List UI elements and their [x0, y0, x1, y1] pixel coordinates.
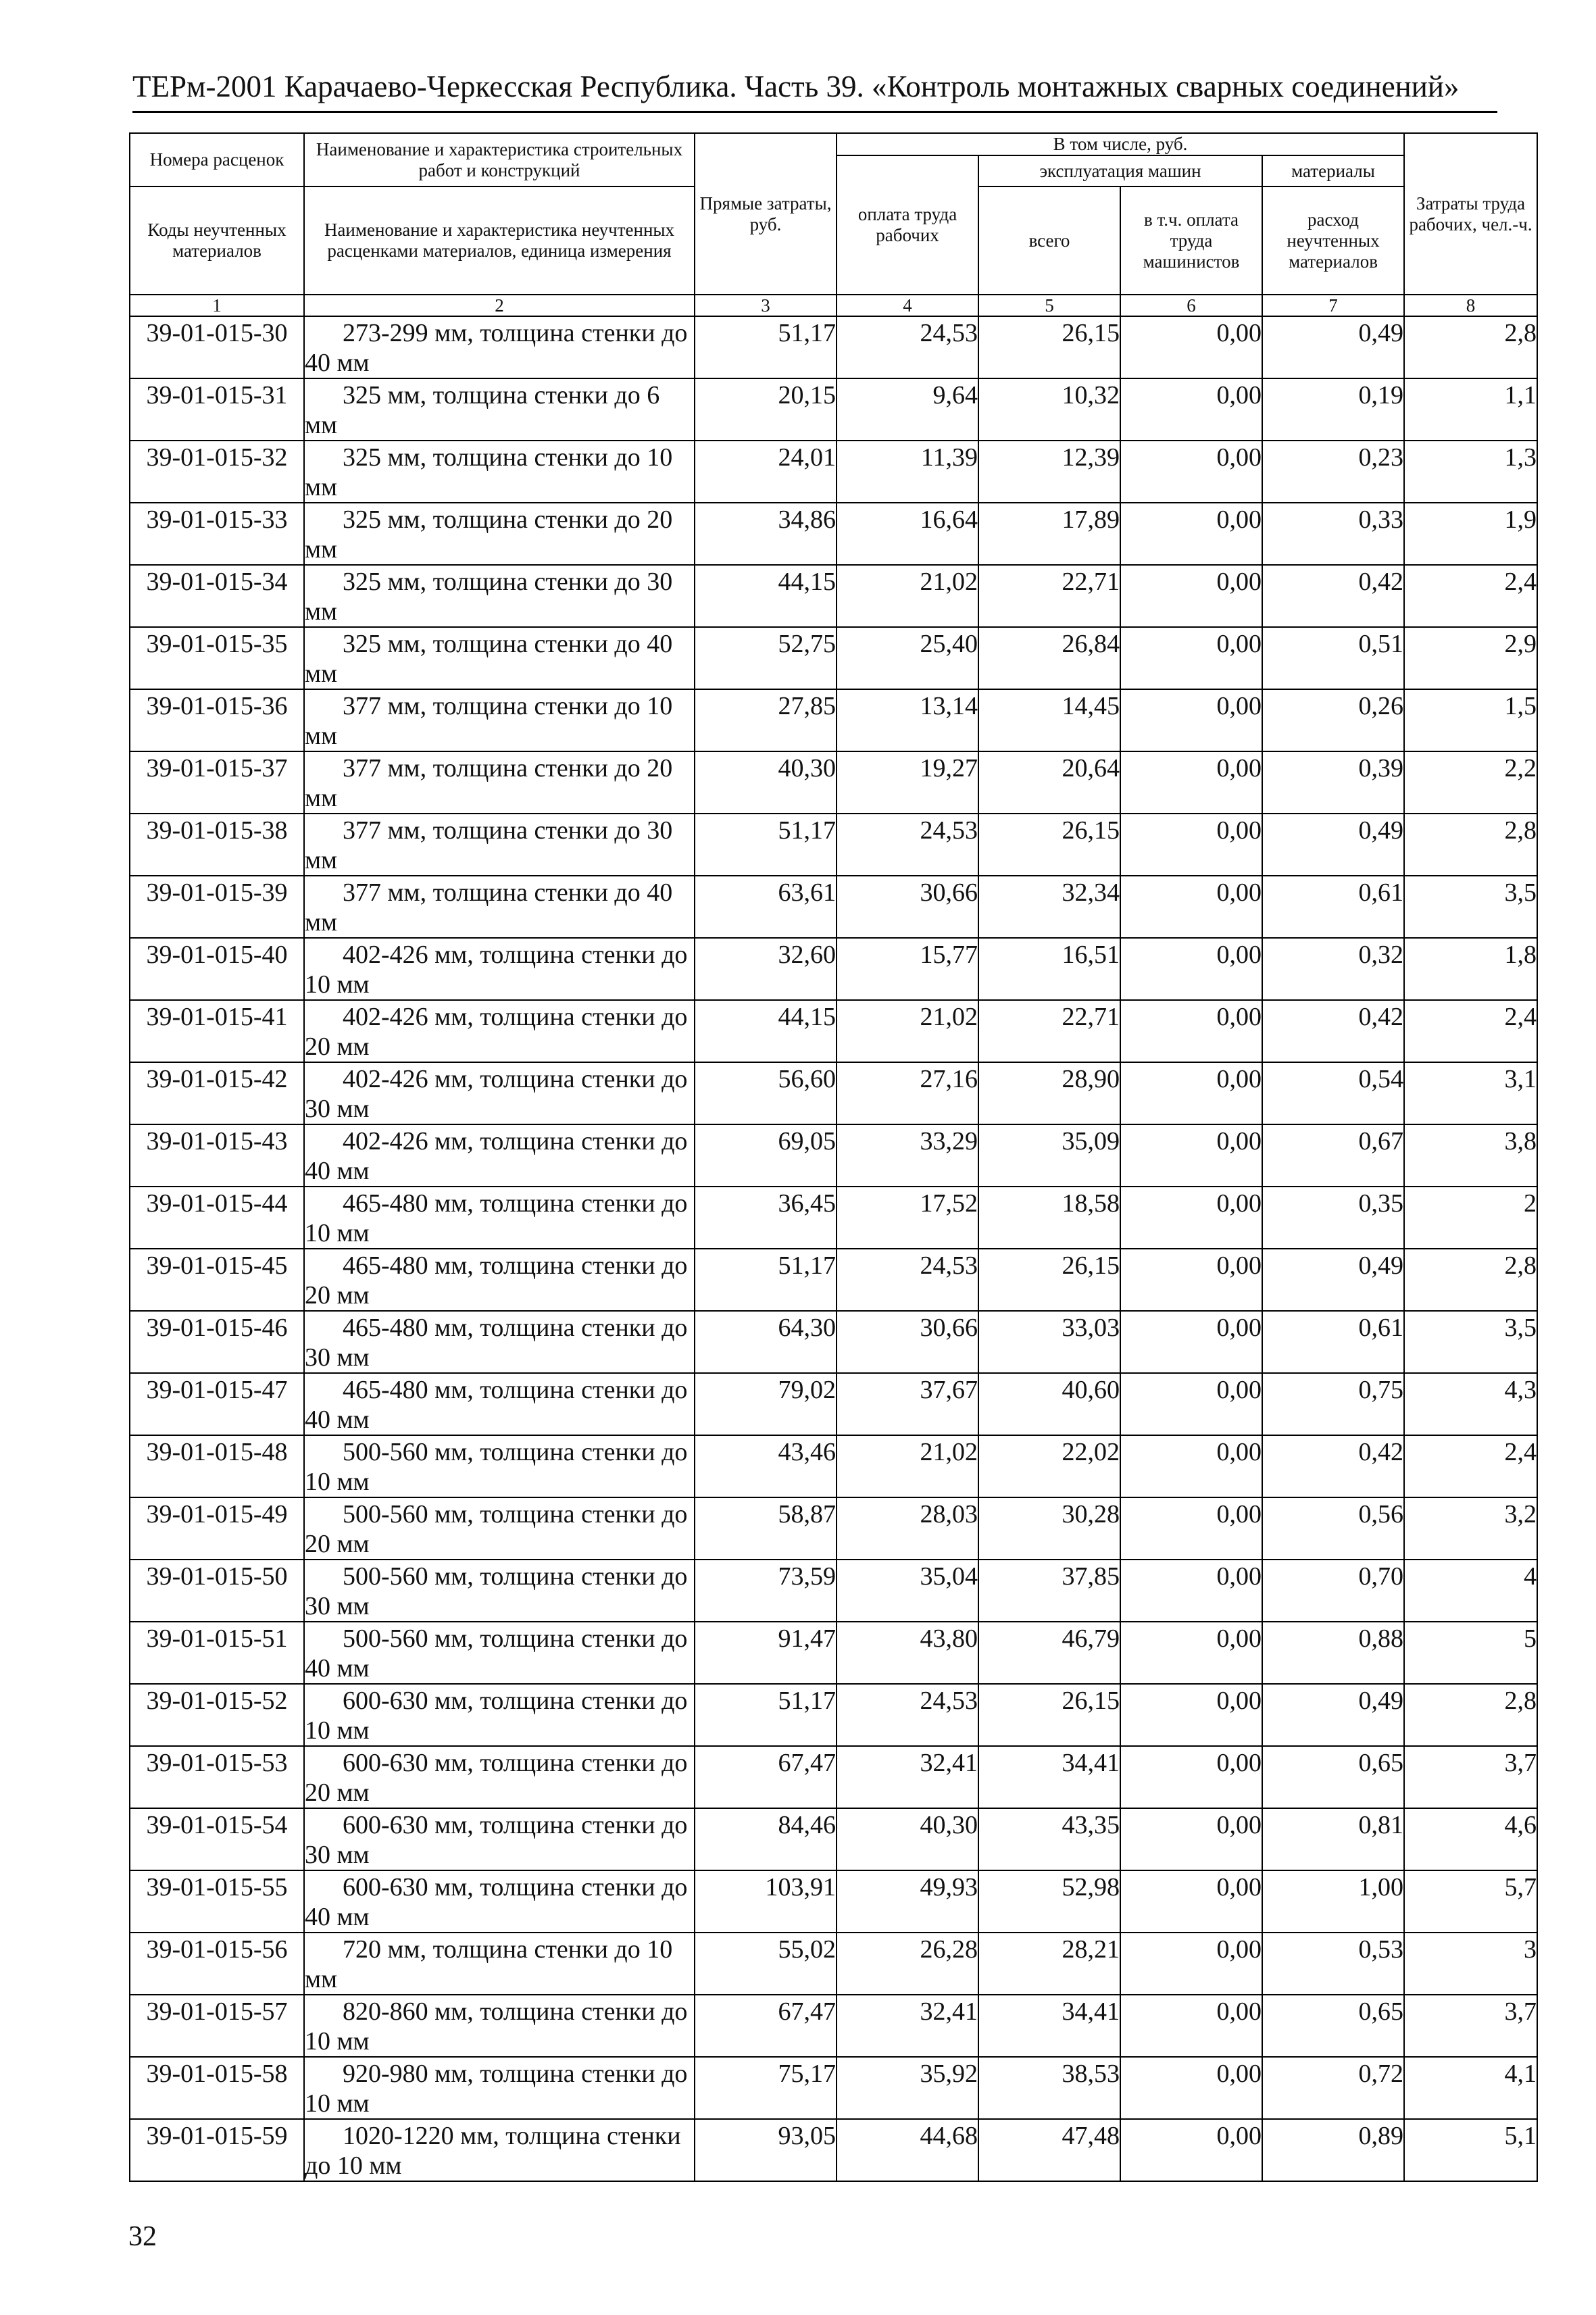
- table-row: [130, 378, 1537, 441]
- materials-cell: 0,67: [1262, 1124, 1404, 1187]
- table-row: [130, 1249, 1537, 1311]
- machinist-pay-cell: 0,00: [1120, 1933, 1262, 1995]
- materials-cell: 0,42: [1262, 1435, 1404, 1497]
- table-row: [130, 1124, 1537, 1187]
- table-row: [130, 1995, 1537, 2057]
- machinist-pay-cell: 0,00: [1120, 1249, 1262, 1311]
- work-description-cell: 500-560 мм, толщина стенки до 30 мм: [304, 1560, 695, 1622]
- work-description-cell: 377 мм, толщина стенки до 10 мм: [304, 689, 695, 751]
- labor-hours-cell: 3,7: [1404, 1995, 1537, 2057]
- header-rate-numbers: Номера расценок: [130, 133, 304, 186]
- work-description-cell: 325 мм, толщина стенки до 30 мм: [304, 565, 695, 627]
- labor-hours-cell: 2,2: [1404, 751, 1537, 814]
- labor-hours-cell: 5,7: [1404, 1870, 1537, 1933]
- work-description-cell: 325 мм, толщина стенки до 6 мм: [304, 378, 695, 441]
- labor-pay-cell: 24,53: [837, 1249, 978, 1311]
- header-labor-costs: Затраты труда рабочих, чел.-ч.: [1404, 133, 1537, 295]
- table-row: [130, 814, 1537, 876]
- machinist-pay-cell: 0,00: [1120, 876, 1262, 938]
- rate-code-cell: 39-01-015-30: [130, 316, 304, 378]
- machines-total-cell: 47,48: [978, 2119, 1120, 2181]
- work-description-cell: 377 мм, толщина стенки до 20 мм: [304, 751, 695, 814]
- direct-costs-cell: 36,45: [695, 1187, 837, 1249]
- machines-total-cell: 12,39: [978, 441, 1120, 503]
- machines-total-cell: 32,34: [978, 876, 1120, 938]
- work-description-cell: 600-630 мм, толщина стенки до 40 мм: [304, 1870, 695, 1933]
- column-number: 1: [130, 295, 304, 316]
- materials-cell: 0,35: [1262, 1187, 1404, 1249]
- labor-pay-cell: 33,29: [837, 1124, 978, 1187]
- direct-costs-cell: 55,02: [695, 1933, 837, 1995]
- work-description-cell: 500-560 мм, толщина стенки до 40 мм: [304, 1622, 695, 1684]
- table-row: [130, 1684, 1537, 1746]
- labor-hours-cell: 1,3: [1404, 441, 1537, 503]
- rate-code-cell: 39-01-015-51: [130, 1622, 304, 1684]
- column-number: 6: [1120, 295, 1262, 316]
- rate-code-cell: 39-01-015-52: [130, 1684, 304, 1746]
- table-row: [130, 1870, 1537, 1933]
- materials-cell: 0,49: [1262, 316, 1404, 378]
- direct-costs-cell: 69,05: [695, 1124, 837, 1187]
- machinist-pay-cell: 0,00: [1120, 1497, 1262, 1560]
- machinist-pay-cell: 0,00: [1120, 441, 1262, 503]
- materials-cell: 0,51: [1262, 627, 1404, 689]
- work-description-cell: 377 мм, толщина стенки до 40 мм: [304, 876, 695, 938]
- rate-code-cell: 39-01-015-32: [130, 441, 304, 503]
- header-materials: материалы: [1262, 155, 1404, 186]
- direct-costs-cell: 63,61: [695, 876, 837, 938]
- machinist-pay-cell: 0,00: [1120, 503, 1262, 565]
- work-description-cell: 600-630 мм, толщина стенки до 30 мм: [304, 1808, 695, 1870]
- machinist-pay-cell: 0,00: [1120, 1870, 1262, 1933]
- machinist-pay-cell: 0,00: [1120, 2119, 1262, 2181]
- machinist-pay-cell: 0,00: [1120, 1062, 1262, 1124]
- table-row: [130, 1373, 1537, 1435]
- direct-costs-cell: 93,05: [695, 2119, 837, 2181]
- work-description-cell: 325 мм, толщина стенки до 40 мм: [304, 627, 695, 689]
- machinist-pay-cell: 0,00: [1120, 627, 1262, 689]
- machines-total-cell: 37,85: [978, 1560, 1120, 1622]
- machinist-pay-cell: 0,00: [1120, 565, 1262, 627]
- machines-total-cell: 35,09: [978, 1124, 1120, 1187]
- labor-hours-cell: 3,5: [1404, 876, 1537, 938]
- labor-hours-cell: 1,5: [1404, 689, 1537, 751]
- labor-hours-cell: 4,3: [1404, 1373, 1537, 1435]
- direct-costs-cell: 51,17: [695, 814, 837, 876]
- labor-pay-cell: 27,16: [837, 1062, 978, 1124]
- rate-code-cell: 39-01-015-50: [130, 1560, 304, 1622]
- materials-cell: 0,33: [1262, 503, 1404, 565]
- machines-total-cell: 26,15: [978, 316, 1120, 378]
- labor-hours-cell: 1,1: [1404, 378, 1537, 441]
- work-description-cell: 402-426 мм, толщина стенки до 10 мм: [304, 938, 695, 1000]
- work-description-cell: 820-860 мм, толщина стенки до 10 мм: [304, 1995, 695, 2057]
- labor-pay-cell: 21,02: [837, 565, 978, 627]
- table-row: [130, 1311, 1537, 1373]
- direct-costs-cell: 24,01: [695, 441, 837, 503]
- machines-total-cell: 26,15: [978, 1684, 1120, 1746]
- machinist-pay-cell: 0,00: [1120, 1684, 1262, 1746]
- labor-pay-cell: 21,02: [837, 1000, 978, 1062]
- machinist-pay-cell: 0,00: [1120, 689, 1262, 751]
- machinist-pay-cell: 0,00: [1120, 1746, 1262, 1808]
- materials-cell: 0,56: [1262, 1497, 1404, 1560]
- materials-cell: 0,26: [1262, 689, 1404, 751]
- labor-pay-cell: 11,39: [837, 441, 978, 503]
- rate-code-cell: 39-01-015-53: [130, 1746, 304, 1808]
- machinist-pay-cell: 0,00: [1120, 1435, 1262, 1497]
- machines-total-cell: 22,02: [978, 1435, 1120, 1497]
- machines-total-cell: 18,58: [978, 1187, 1120, 1249]
- machinist-pay-cell: 0,00: [1120, 1124, 1262, 1187]
- column-number: 4: [837, 295, 978, 316]
- direct-costs-cell: 43,46: [695, 1435, 837, 1497]
- labor-pay-cell: 49,93: [837, 1870, 978, 1933]
- rate-code-cell: 39-01-015-58: [130, 2057, 304, 2119]
- rate-code-cell: 39-01-015-36: [130, 689, 304, 751]
- materials-cell: 0,65: [1262, 1746, 1404, 1808]
- labor-pay-cell: 26,28: [837, 1933, 978, 1995]
- materials-cell: 1,00: [1262, 1870, 1404, 1933]
- machines-total-cell: 40,60: [978, 1373, 1120, 1435]
- machines-total-cell: 28,90: [978, 1062, 1120, 1124]
- machinist-pay-cell: 0,00: [1120, 938, 1262, 1000]
- materials-cell: 0,54: [1262, 1062, 1404, 1124]
- labor-hours-cell: 3,8: [1404, 1124, 1537, 1187]
- column-number: 5: [978, 295, 1120, 316]
- materials-cell: 0,42: [1262, 565, 1404, 627]
- work-description-cell: 920-980 мм, толщина стенки до 10 мм: [304, 2057, 695, 2119]
- column-number: 7: [1262, 295, 1404, 316]
- machines-total-cell: 28,21: [978, 1933, 1120, 1995]
- materials-cell: 0,65: [1262, 1995, 1404, 2057]
- direct-costs-cell: 64,30: [695, 1311, 837, 1373]
- rate-code-cell: 39-01-015-37: [130, 751, 304, 814]
- machines-total-cell: 26,15: [978, 814, 1120, 876]
- rate-code-cell: 39-01-015-55: [130, 1870, 304, 1933]
- machines-total-cell: 52,98: [978, 1870, 1120, 1933]
- header-including: В том числе, руб.: [837, 133, 1404, 155]
- labor-hours-cell: 2,4: [1404, 565, 1537, 627]
- table-row: [130, 1187, 1537, 1249]
- machinist-pay-cell: 0,00: [1120, 1000, 1262, 1062]
- labor-hours-cell: 3: [1404, 1933, 1537, 1995]
- rate-code-cell: 39-01-015-59: [130, 2119, 304, 2181]
- table-row: [130, 876, 1537, 938]
- labor-pay-cell: 32,41: [837, 1746, 978, 1808]
- table-row: [130, 1746, 1537, 1808]
- rate-code-cell: 39-01-015-34: [130, 565, 304, 627]
- labor-hours-cell: 3,1: [1404, 1062, 1537, 1124]
- machines-total-cell: 22,71: [978, 565, 1120, 627]
- labor-hours-cell: 2,9: [1404, 627, 1537, 689]
- materials-cell: 0,89: [1262, 2119, 1404, 2181]
- labor-pay-cell: 30,66: [837, 1311, 978, 1373]
- direct-costs-cell: 79,02: [695, 1373, 837, 1435]
- direct-costs-cell: 44,15: [695, 1000, 837, 1062]
- labor-pay-cell: 24,53: [837, 1684, 978, 1746]
- direct-costs-cell: 51,17: [695, 1249, 837, 1311]
- materials-cell: 0,81: [1262, 1808, 1404, 1870]
- work-description-cell: 465-480 мм, толщина стенки до 30 мм: [304, 1311, 695, 1373]
- machinist-pay-cell: 0,00: [1120, 1311, 1262, 1373]
- materials-cell: 0,39: [1262, 751, 1404, 814]
- direct-costs-cell: 91,47: [695, 1622, 837, 1684]
- labor-pay-cell: 28,03: [837, 1497, 978, 1560]
- materials-cell: 0,75: [1262, 1373, 1404, 1435]
- materials-cell: 0,49: [1262, 1684, 1404, 1746]
- labor-hours-cell: 3,7: [1404, 1746, 1537, 1808]
- machines-total-cell: 34,41: [978, 1746, 1120, 1808]
- table-row: [130, 1808, 1537, 1870]
- machinist-pay-cell: 0,00: [1120, 2057, 1262, 2119]
- direct-costs-cell: 56,60: [695, 1062, 837, 1124]
- table-row: [130, 627, 1537, 689]
- labor-pay-cell: 25,40: [837, 627, 978, 689]
- work-description-cell: 500-560 мм, толщина стенки до 10 мм: [304, 1435, 695, 1497]
- labor-pay-cell: 35,92: [837, 2057, 978, 2119]
- document-title: ТЕРм-2001 Карачаево-Черкесская Республика. Часть 39. «Контроль монтажных сварных соединений»: [132, 68, 1497, 113]
- labor-hours-cell: 2,8: [1404, 1684, 1537, 1746]
- materials-cell: 0,61: [1262, 876, 1404, 938]
- labor-hours-cell: 5: [1404, 1622, 1537, 1684]
- work-description-cell: 720 мм, толщина стенки до 10 мм: [304, 1933, 695, 1995]
- machines-total-cell: 30,28: [978, 1497, 1120, 1560]
- table-row: [130, 689, 1537, 751]
- header-materials-use: расход неучтенных материалов: [1262, 186, 1404, 295]
- materials-cell: 0,23: [1262, 441, 1404, 503]
- materials-cell: 0,42: [1262, 1000, 1404, 1062]
- table-row: [130, 1062, 1537, 1124]
- machines-total-cell: 17,89: [978, 503, 1120, 565]
- labor-pay-cell: 15,77: [837, 938, 978, 1000]
- rate-code-cell: 39-01-015-54: [130, 1808, 304, 1870]
- materials-cell: 0,61: [1262, 1311, 1404, 1373]
- table-row: [130, 1435, 1537, 1497]
- machinist-pay-cell: 0,00: [1120, 1808, 1262, 1870]
- work-description-cell: 402-426 мм, толщина стенки до 40 мм: [304, 1124, 695, 1187]
- direct-costs-cell: 20,15: [695, 378, 837, 441]
- table-row: [130, 1622, 1537, 1684]
- direct-costs-cell: 27,85: [695, 689, 837, 751]
- table-row: [130, 316, 1537, 378]
- machinist-pay-cell: 0,00: [1120, 814, 1262, 876]
- direct-costs-cell: 67,47: [695, 1746, 837, 1808]
- labor-pay-cell: 24,53: [837, 316, 978, 378]
- labor-pay-cell: 44,68: [837, 2119, 978, 2181]
- column-number: 2: [304, 295, 695, 316]
- labor-hours-cell: 4: [1404, 1560, 1537, 1622]
- machines-total-cell: 26,84: [978, 627, 1120, 689]
- work-description-cell: 600-630 мм, толщина стенки до 20 мм: [304, 1746, 695, 1808]
- header-machines: эксплуатация машин: [978, 155, 1262, 186]
- labor-hours-cell: 2,8: [1404, 1249, 1537, 1311]
- materials-cell: 0,19: [1262, 378, 1404, 441]
- direct-costs-cell: 51,17: [695, 1684, 837, 1746]
- machinist-pay-cell: 0,00: [1120, 1373, 1262, 1435]
- header-work-name: Наименование и характеристика строительных работ и конструкций: [304, 133, 695, 186]
- materials-cell: 0,32: [1262, 938, 1404, 1000]
- direct-costs-cell: 103,91: [695, 1870, 837, 1933]
- materials-cell: 0,70: [1262, 1560, 1404, 1622]
- materials-cell: 0,49: [1262, 814, 1404, 876]
- machines-total-cell: 26,15: [978, 1249, 1120, 1311]
- table-row: [130, 1497, 1537, 1560]
- labor-pay-cell: 35,04: [837, 1560, 978, 1622]
- rate-code-cell: 39-01-015-40: [130, 938, 304, 1000]
- header-direct-costs: Прямые затраты, руб.: [695, 133, 837, 295]
- labor-pay-cell: 16,64: [837, 503, 978, 565]
- labor-hours-cell: 2: [1404, 1187, 1537, 1249]
- table-row: [130, 938, 1537, 1000]
- work-description-cell: 325 мм, толщина стенки до 20 мм: [304, 503, 695, 565]
- machinist-pay-cell: 0,00: [1120, 1560, 1262, 1622]
- materials-cell: 0,49: [1262, 1249, 1404, 1311]
- header-machinist-pay: в т.ч. оплата труда машинистов: [1120, 186, 1262, 295]
- labor-hours-cell: 4,1: [1404, 2057, 1537, 2119]
- rate-code-cell: 39-01-015-35: [130, 627, 304, 689]
- machines-total-cell: 14,45: [978, 689, 1120, 751]
- labor-pay-cell: 13,14: [837, 689, 978, 751]
- rates-table: [129, 132, 1538, 2182]
- rate-code-cell: 39-01-015-43: [130, 1124, 304, 1187]
- rate-code-cell: 39-01-015-48: [130, 1435, 304, 1497]
- header-labor-pay: оплата труда рабочих: [837, 155, 978, 295]
- rate-code-cell: 39-01-015-42: [130, 1062, 304, 1124]
- labor-hours-cell: 3,5: [1404, 1311, 1537, 1373]
- work-description-cell: 325 мм, толщина стенки до 10 мм: [304, 441, 695, 503]
- labor-pay-cell: 40,30: [837, 1808, 978, 1870]
- labor-hours-cell: 5,1: [1404, 2119, 1537, 2181]
- direct-costs-cell: 75,17: [695, 2057, 837, 2119]
- table-row: [130, 1000, 1537, 1062]
- rate-code-cell: 39-01-015-56: [130, 1933, 304, 1995]
- labor-hours-cell: 4,6: [1404, 1808, 1537, 1870]
- machines-total-cell: 33,03: [978, 1311, 1120, 1373]
- work-description-cell: 273-299 мм, толщина стенки до 40 мм: [304, 316, 695, 378]
- direct-costs-cell: 44,15: [695, 565, 837, 627]
- labor-hours-cell: 2,8: [1404, 814, 1537, 876]
- direct-costs-cell: 67,47: [695, 1995, 837, 2057]
- header-materials-name: Наименование и характеристика неучтенных расценками материалов, единица измерения: [304, 186, 695, 295]
- rate-code-cell: 39-01-015-39: [130, 876, 304, 938]
- table-row: [130, 1933, 1537, 1995]
- rate-code-cell: 39-01-015-31: [130, 378, 304, 441]
- work-description-cell: 1020-1220 мм, толщина стенки до 10 мм: [304, 2119, 695, 2181]
- labor-pay-cell: 9,64: [837, 378, 978, 441]
- machines-total-cell: 10,32: [978, 378, 1120, 441]
- table-row: [130, 751, 1537, 814]
- machinist-pay-cell: 0,00: [1120, 1995, 1262, 2057]
- materials-cell: 0,88: [1262, 1622, 1404, 1684]
- labor-pay-cell: 37,67: [837, 1373, 978, 1435]
- work-description-cell: 377 мм, толщина стенки до 30 мм: [304, 814, 695, 876]
- header-machines-total: всего: [978, 186, 1120, 295]
- materials-cell: 0,53: [1262, 1933, 1404, 1995]
- direct-costs-cell: 58,87: [695, 1497, 837, 1560]
- machines-total-cell: 16,51: [978, 938, 1120, 1000]
- labor-pay-cell: 30,66: [837, 876, 978, 938]
- rate-code-cell: 39-01-015-46: [130, 1311, 304, 1373]
- work-description-cell: 600-630 мм, толщина стенки до 10 мм: [304, 1684, 695, 1746]
- machines-total-cell: 34,41: [978, 1995, 1120, 2057]
- rate-code-cell: 39-01-015-44: [130, 1187, 304, 1249]
- labor-hours-cell: 2,4: [1404, 1000, 1537, 1062]
- labor-pay-cell: 24,53: [837, 814, 978, 876]
- rate-code-cell: 39-01-015-57: [130, 1995, 304, 2057]
- rate-code-cell: 39-01-015-41: [130, 1000, 304, 1062]
- labor-pay-cell: 43,80: [837, 1622, 978, 1684]
- labor-pay-cell: 21,02: [837, 1435, 978, 1497]
- labor-pay-cell: 17,52: [837, 1187, 978, 1249]
- direct-costs-cell: 84,46: [695, 1808, 837, 1870]
- labor-hours-cell: 2,8: [1404, 316, 1537, 378]
- labor-pay-cell: 32,41: [837, 1995, 978, 2057]
- rate-code-cell: 39-01-015-49: [130, 1497, 304, 1560]
- work-description-cell: 500-560 мм, толщина стенки до 20 мм: [304, 1497, 695, 1560]
- page-number: 32: [128, 2221, 157, 2252]
- rate-code-cell: 39-01-015-33: [130, 503, 304, 565]
- work-description-cell: 465-480 мм, толщина стенки до 20 мм: [304, 1249, 695, 1311]
- table-row: [130, 2057, 1537, 2119]
- direct-costs-cell: 34,86: [695, 503, 837, 565]
- work-description-cell: 465-480 мм, толщина стенки до 10 мм: [304, 1187, 695, 1249]
- labor-hours-cell: 3,2: [1404, 1497, 1537, 1560]
- machines-total-cell: 43,35: [978, 1808, 1120, 1870]
- rate-code-cell: 39-01-015-38: [130, 814, 304, 876]
- table-row: [130, 2119, 1537, 2181]
- machines-total-cell: 46,79: [978, 1622, 1120, 1684]
- machines-total-cell: 20,64: [978, 751, 1120, 814]
- work-description-cell: 402-426 мм, толщина стенки до 30 мм: [304, 1062, 695, 1124]
- machinist-pay-cell: 0,00: [1120, 751, 1262, 814]
- direct-costs-cell: 52,75: [695, 627, 837, 689]
- table-row: [130, 1560, 1537, 1622]
- materials-cell: 0,72: [1262, 2057, 1404, 2119]
- machinist-pay-cell: 0,00: [1120, 1187, 1262, 1249]
- direct-costs-cell: 73,59: [695, 1560, 837, 1622]
- direct-costs-cell: 40,30: [695, 751, 837, 814]
- machines-total-cell: 22,71: [978, 1000, 1120, 1062]
- table-row: [130, 441, 1537, 503]
- table-row: [130, 565, 1537, 627]
- labor-pay-cell: 19,27: [837, 751, 978, 814]
- header-unaccounted-codes: Коды неучтенных материалов: [130, 186, 304, 295]
- machinist-pay-cell: 0,00: [1120, 316, 1262, 378]
- table-body: [130, 316, 1537, 2181]
- labor-hours-cell: 1,8: [1404, 938, 1537, 1000]
- direct-costs-cell: 51,17: [695, 316, 837, 378]
- work-description-cell: 402-426 мм, толщина стенки до 20 мм: [304, 1000, 695, 1062]
- column-number: 8: [1404, 295, 1537, 316]
- labor-hours-cell: 2,4: [1404, 1435, 1537, 1497]
- machinist-pay-cell: 0,00: [1120, 378, 1262, 441]
- machines-total-cell: 38,53: [978, 2057, 1120, 2119]
- labor-hours-cell: 1,9: [1404, 503, 1537, 565]
- rate-code-cell: 39-01-015-45: [130, 1249, 304, 1311]
- direct-costs-cell: 32,60: [695, 938, 837, 1000]
- work-description-cell: 465-480 мм, толщина стенки до 40 мм: [304, 1373, 695, 1435]
- machinist-pay-cell: 0,00: [1120, 1622, 1262, 1684]
- column-number: 3: [695, 295, 837, 316]
- table-row: [130, 503, 1537, 565]
- rate-code-cell: 39-01-015-47: [130, 1373, 304, 1435]
